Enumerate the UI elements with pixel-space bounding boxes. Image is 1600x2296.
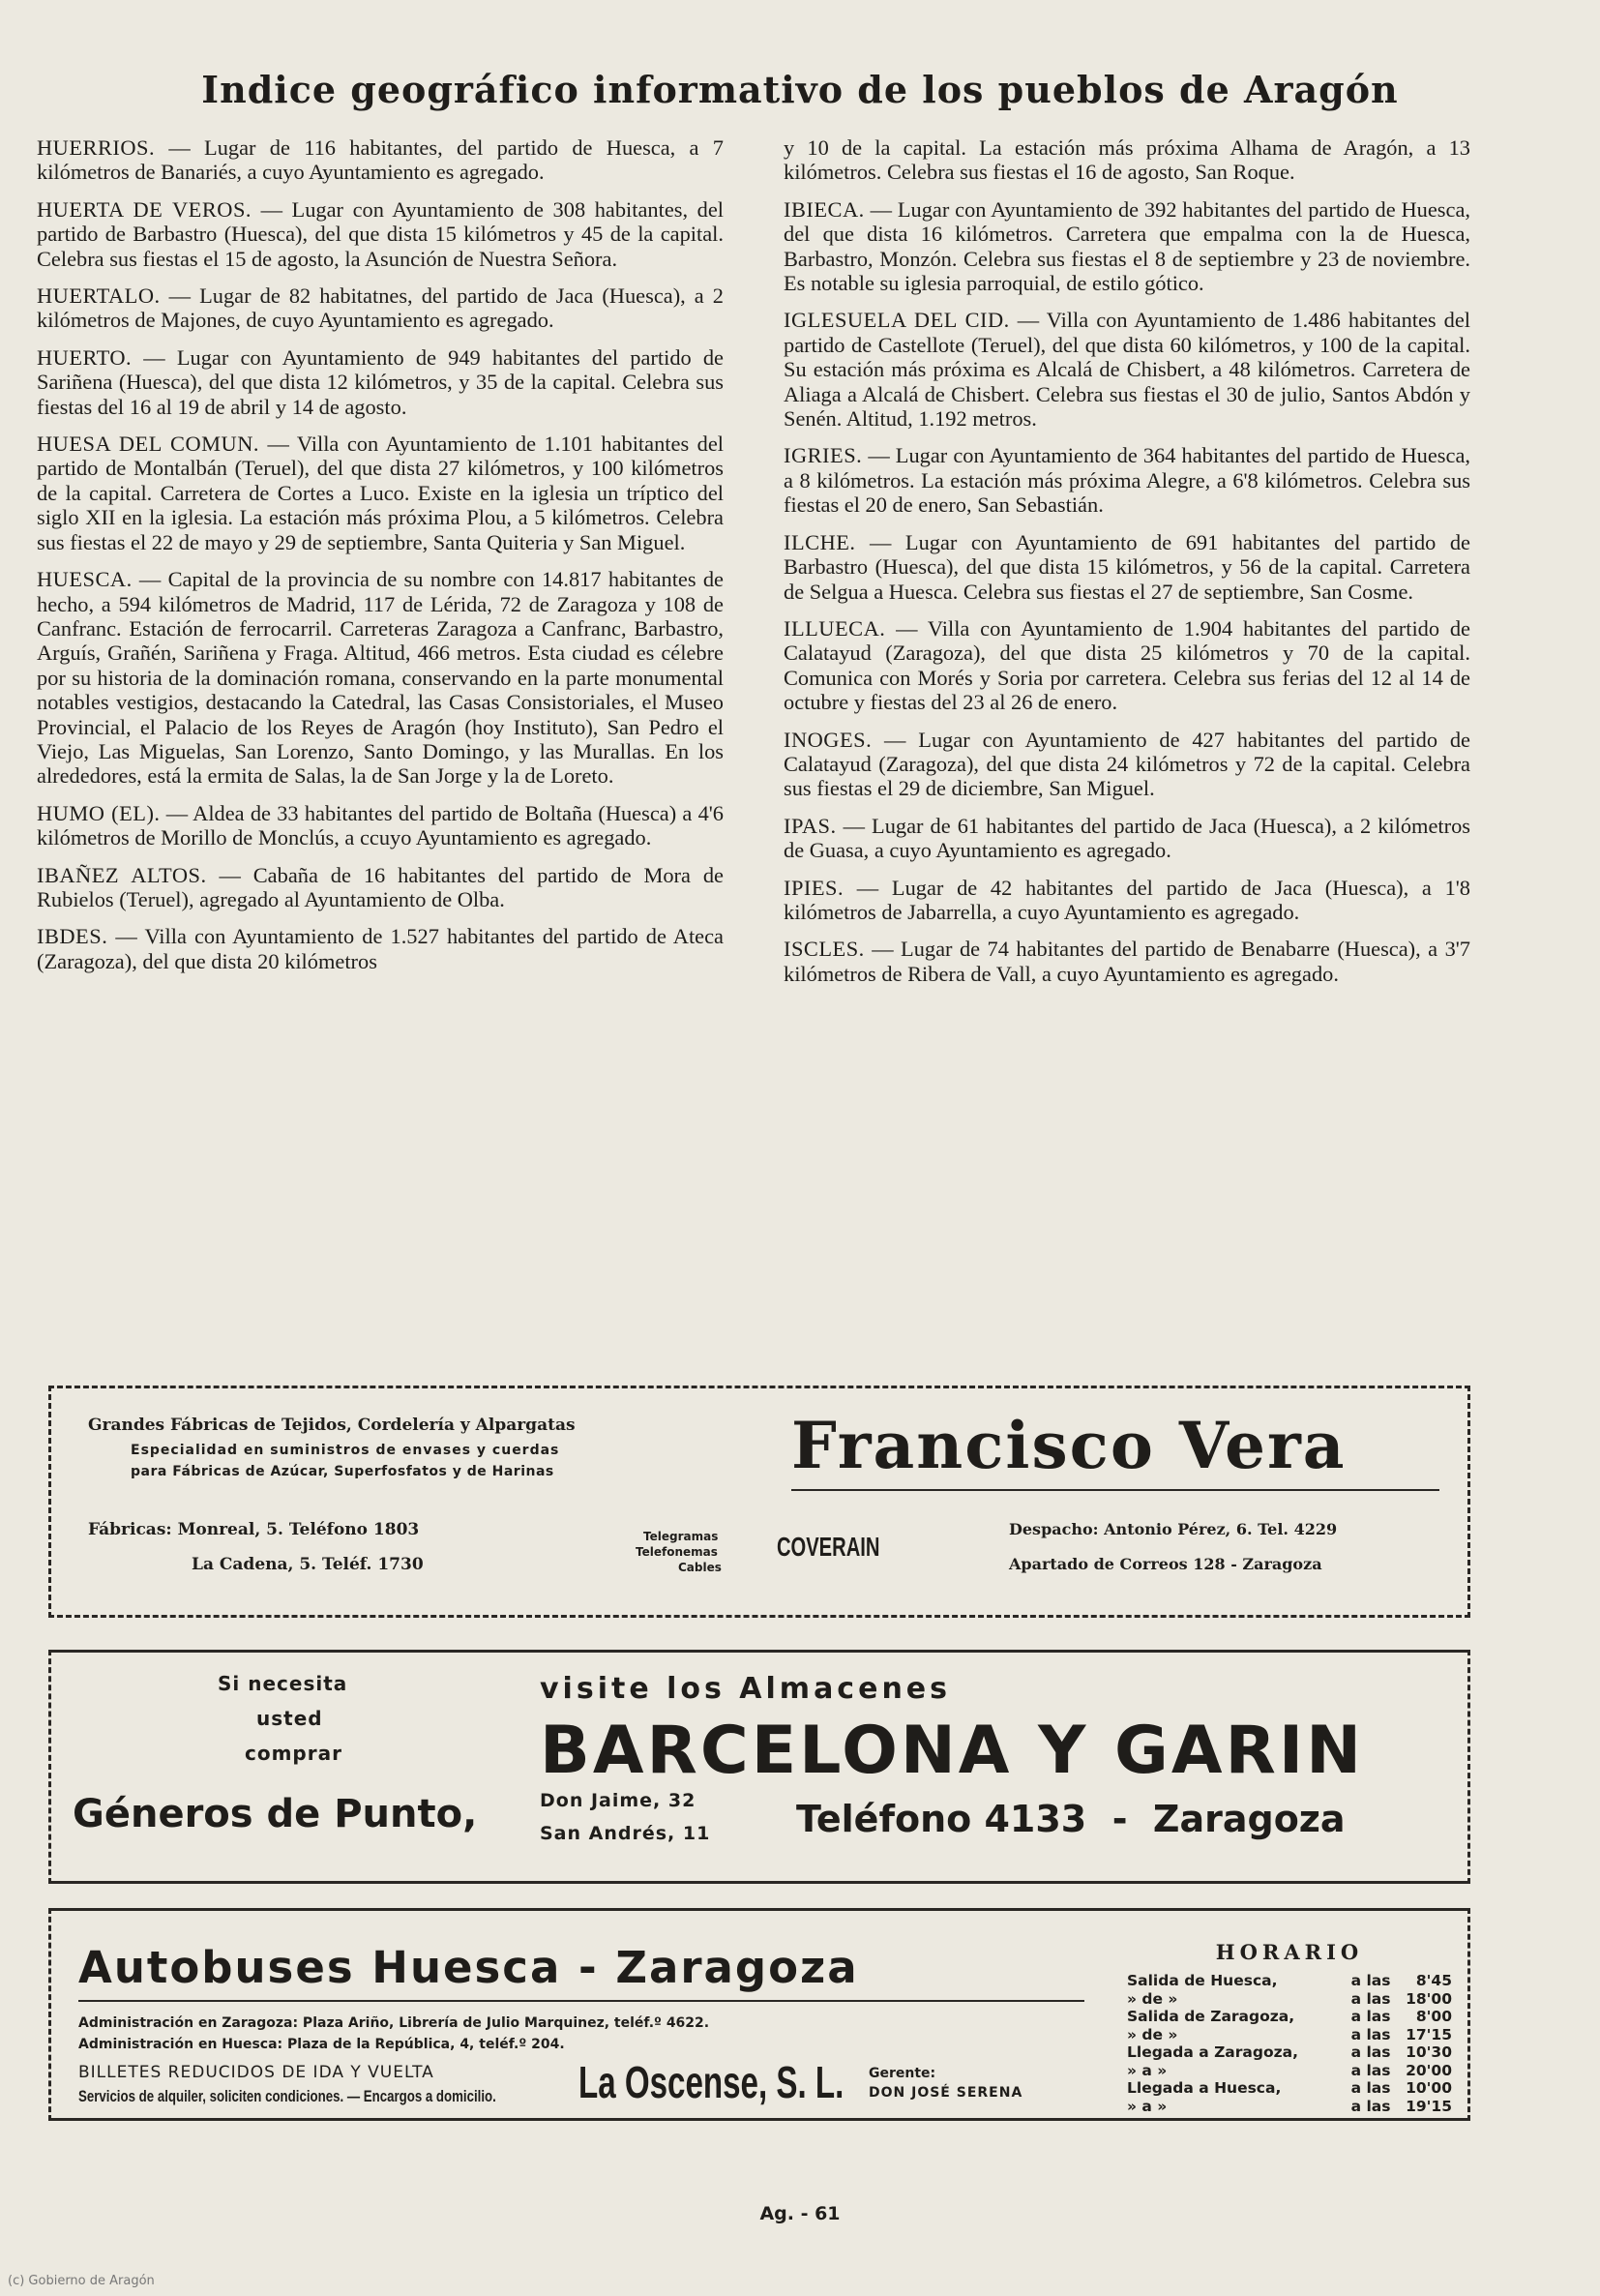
schedule-cell: a las: [1350, 2061, 1391, 2079]
ad-bus-company: La Oscense, S. L.: [578, 2057, 844, 2107]
ad-vera-tele2: Telefonemas: [636, 1545, 718, 1559]
schedule-cell: Salida de Huesca,: [1127, 1972, 1278, 1989]
entry-name: HUERTA DE VEROS.: [37, 196, 252, 222]
schedule-row: [1125, 1990, 1454, 2009]
ad-bus-gerente-label: Gerente:: [869, 2066, 936, 2081]
schedule-cell: 17'15: [1406, 2025, 1452, 2043]
ad-vera-underline: [791, 1489, 1439, 1491]
ad-vera-line1: Grandes Fábricas de Tejidos, Cordelería y Alpargatas: [88, 1416, 576, 1435]
entry-text: — Lugar de 42 habitantes del partido de Jaca (Huesca), a 1'8 kilómetros de Jabarrella, a cuyo Ayuntamiento es agregado.: [784, 875, 1470, 924]
schedule-cell: 8'00: [1415, 2008, 1452, 2025]
entry-text: y 10 de la capital. La estación más próxima Alhama de Aragón, a 13 kilómetros. Celebra sus fiestas el 16 de agosto, San Roque.: [784, 135, 1470, 185]
right-column: [784, 135, 1470, 999]
entry-name: HUESA DEL COMUN.: [37, 432, 259, 457]
ad-vera-apartado: Apartado de Correos 128 - Zaragoza: [1009, 1555, 1322, 1573]
ad-bg-phone: Teléfono 4133 - Zaragoza: [796, 1798, 1346, 1840]
schedule-cell: a las: [1350, 1989, 1391, 2008]
gazetteer-entry: [37, 197, 724, 271]
entry-text: — Villa con Ayuntamiento de 1.101 habitantes del partido de Montalbán (Teruel), del que dista 27 kilómetros, y 100 kilómetros de la capital. Carretera de Cortes a Luco. Existe en la iglesia un tríptico del siglo XII en la iglesia. La estación más próxima Plou, a 5 kilómetros. Celebra sus fiestas el 22 de mayo y 29 de septiembre, Santa Quiteria y San Miguel.: [37, 432, 724, 554]
schedule-cell: 19'15: [1406, 2097, 1452, 2115]
ad-bus-admin2: Administración en Huesca: Plaza de la República, 4, teléf.º 204.: [78, 2037, 565, 2052]
gazetteer-entry: [37, 283, 724, 333]
gazetteer-entry: [784, 937, 1470, 986]
ad-bg-addr1: Don Jaime, 32: [540, 1790, 696, 1811]
ad-vera-code: COVERAIN: [777, 1532, 880, 1562]
entry-name: ILCHE.: [784, 529, 856, 554]
schedule-cell: a las: [1350, 2025, 1391, 2043]
ad-vera-despacho: Despacho: Antonio Pérez, 6. Tel. 4229: [1009, 1520, 1338, 1538]
schedule-cell: » a »: [1127, 2061, 1168, 2079]
entry-name: IBDES.: [37, 924, 108, 949]
ad-vera-tele1: Telegramas: [643, 1530, 719, 1543]
entry-name: IBIECA.: [784, 196, 865, 222]
ad-barcelona-garin: [48, 1650, 1470, 1884]
ad-bus-rule: [78, 2000, 1084, 2002]
schedule-cell: » de »: [1127, 2025, 1178, 2043]
entry-name: IPAS.: [784, 813, 837, 838]
ad-bus-title: Autobuses Huesca - Zaragoza: [78, 1942, 859, 1993]
entry-name: INOGES.: [784, 727, 873, 752]
ad-bus-servicios: Servicios de alquiler, soliciten condiciones. — Encargos a domicilio.: [78, 2087, 496, 2105]
schedule-cell: a las: [1350, 2043, 1391, 2061]
gazetteer-entry: [784, 728, 1470, 801]
entry-text: — Villa con Ayuntamiento de 1.527 habitantes del partido de Ateca (Zaragoza), del que dista 20 kilómetros: [37, 924, 724, 973]
ad-vera-name: Francisco Vera: [791, 1408, 1347, 1483]
ad-francisco-vera: [48, 1386, 1470, 1618]
ad-bg-visite: visite los Almacenes: [540, 1672, 951, 1706]
schedule-cell: a las: [1350, 1972, 1391, 1989]
entry-text: — Villa con Ayuntamiento de 1.904 habitantes del partido de Calatayud (Zaragoza), del que dista 25 kilómetros y 70 de la capital. Comunica con Morés y Soria por carretera. Celebra sus ferias del 12 al 14 de octubre y fiestas del 23 al 26 de enero.: [784, 615, 1470, 715]
schedule-cell: 10'00: [1406, 2079, 1452, 2097]
schedule-cell: a las: [1350, 2097, 1391, 2115]
gazetteer-entry: [784, 616, 1470, 715]
schedule-cell: a las: [1350, 2079, 1391, 2097]
schedule-row: [1125, 2026, 1454, 2044]
gazetteer-entry: [784, 197, 1470, 296]
schedule-row: [1125, 2043, 1454, 2062]
ad-vera-fab2: La Cadena, 5. Teléf. 1730: [192, 1555, 424, 1574]
schedule-cell: Salida de Zaragoza,: [1127, 2008, 1295, 2025]
gazetteer-entry: [37, 863, 724, 912]
schedule: [1125, 1940, 1454, 2115]
schedule-cell: Llegada a Zaragoza,: [1127, 2043, 1298, 2061]
entry-text: — Lugar de 116 habitantes, del partido de Huesca, a 7 kilómetros de Banariés, a cuyo Ayuntamiento es agregado.: [37, 135, 724, 185]
schedule-cell: » a »: [1127, 2097, 1168, 2115]
schedule-row: [1125, 2098, 1454, 2116]
gazetteer-entry: [784, 876, 1470, 925]
left-column: [37, 135, 724, 986]
entry-text: — Villa con Ayuntamiento de 1.486 habitantes del partido de Castellote (Teruel), del que dista 60 kilómetros, y 100 de la capital. Su estación más próxima es Alcalá de Chisbert, a 48 kilómetros. Carretera de Aliaga a Alcalá de Chisbert. Celebra sus fiestas el 30 de julio, Santos Abdón y Senén. Altitud, 1.192 metros.: [784, 308, 1471, 432]
gazetteer-entry: [784, 308, 1470, 431]
ad-bg-addr2: San Andrés, 11: [540, 1823, 711, 1844]
entry-text: — Aldea de 33 habitantes del partido de Boltaña (Huesca) a 4'6 kilómetros de Morillo de Monclús, a ccuyo Ayuntamiento es agregado.: [37, 800, 724, 850]
gazetteer-entry: [784, 530, 1470, 604]
gazetteer-entry: [37, 432, 724, 554]
schedule-row: [1125, 1972, 1454, 1990]
entry-text: — Capital de la provincia de su nombre con 14.817 habitantes de hecho, a 594 kilómetros de Madrid, 117 de Lérida, 72 de Zaragoza y 108 de Canfranc. Estación de ferrocarril. Carreteras Zaragoza a Canfranc, Barbastro, Arguís, Grañén, Sariñena y Fraga. Altitud, 466 metros. Esta ciudad es célebre por su historia de la dominación romana, conservando en la parte monumental notables vestigios, destacando la Catedral, las Casas Consistoriales, el Museo Provincial, el Palacio de los Reyes de Aragón (hoy Instituto), San Pedro el Viejo, Las Miguelas, San Lorenzo, Santo Domingo, y las Murallas. En los alrededores, está la ermita de Salas, la de San Jorge y la de Loreto.: [37, 567, 724, 789]
gazetteer-entry: [784, 443, 1470, 517]
entry-name: IGLESUELA DEL CID.: [784, 308, 1010, 333]
entry-text: — Cabaña de 16 habitantes del partido de Mora de Rubielos (Teruel), agregado al Ayuntamiento de Olba.: [37, 862, 724, 911]
schedule-row: [1125, 2008, 1454, 2026]
schedule-title: HORARIO: [1215, 1940, 1364, 1964]
schedule-cell: 20'00: [1406, 2061, 1452, 2079]
gazetteer-entry: [37, 801, 724, 850]
entry-text: — Lugar con Ayuntamiento de 949 habitantes del partido de Sariñena (Huesca), del que dista 12 kilómetros, y 35 de la capital. Celebra sus fiestas del 16 al 19 de abril y 14 de agosto.: [37, 344, 724, 419]
ad-autobuses: [48, 1908, 1470, 2121]
entry-name: ILLUECA.: [784, 615, 886, 641]
ad-bg-generos: Géneros de Punto,: [73, 1792, 478, 1836]
entry-text: — Lugar de 74 habitantes del partido de Benabarre (Huesca), a 3'7 kilómetros de Ribera de Vall, a cuyo Ayuntamiento es agregado.: [784, 937, 1470, 986]
schedule-cell: a las: [1350, 2008, 1391, 2025]
entry-text: — Lugar con Ayuntamiento de 392 habitantes del partido de Huesca, del que dista 16 kilómetros. Carretera que empalma con la de Huesca, Barbastro, Monzón. Celebra sus fiestas el 8 de septiembre y 23 de noviembre. Es notable su iglesia parroquial, de estilo gótico.: [784, 196, 1470, 296]
entry-name: IPIES.: [784, 875, 844, 900]
entry-name: HUERTALO.: [37, 283, 161, 309]
entry-name: IBAÑEZ ALTOS.: [37, 862, 207, 887]
schedule-cell: 10'30: [1406, 2043, 1452, 2061]
copyright: (c) Gobierno de Aragón: [8, 2274, 155, 2288]
ad-bg-name: BARCELONA Y GARIN: [540, 1713, 1365, 1789]
schedule-table: [1125, 1972, 1454, 2115]
entry-name: HUMO (EL).: [37, 800, 161, 825]
ad-vera-fab1: Fábricas: Monreal, 5. Teléfono 1803: [88, 1520, 420, 1539]
gazetteer-entry: [784, 135, 1470, 185]
schedule-row: [1125, 2062, 1454, 2080]
schedule-row: [1125, 2079, 1454, 2098]
ad-bus-gerente: DON JOSÉ SERENA: [869, 2085, 1023, 2101]
entry-name: ISCLES.: [784, 937, 865, 962]
gazetteer-entry: [37, 345, 724, 419]
gazetteer-entry: [37, 567, 724, 789]
ad-vera-line2: Especialidad en suministros de envases y cuerdas: [131, 1443, 560, 1458]
entry-text: — Lugar con Ayuntamiento de 308 habitantes, del partido de Barbastro (Huesca), del que dista 15 kilómetros y 45 de la capital. Celebra sus fiestas el 15 de agosto, la Asunción de Nuestra Señora.: [37, 196, 725, 271]
gazetteer-entry: [37, 924, 724, 973]
ad-bg-si2: usted: [256, 1707, 323, 1730]
entry-name: HUERTO.: [37, 344, 133, 370]
ad-bg-si1: Si necesita: [218, 1672, 348, 1695]
ad-bus-billetes: BILLETES REDUCIDOS DE IDA Y VUELTA: [78, 2063, 434, 2082]
entry-text: — Lugar de 61 habitantes del partido de Jaca (Huesca), a 2 kilómetros de Guasa, a cuyo Ayuntamiento es agregado.: [784, 813, 1470, 863]
ad-vera-line3: para Fábricas de Azúcar, Superfosfatos y de Harinas: [131, 1464, 554, 1479]
schedule-cell: 18'00: [1406, 1989, 1452, 2008]
entry-text: — Lugar con Ayuntamiento de 364 habitantes del partido de Huesca, a 8 kilómetros. La estación más próxima Alegre, a 6'8 kilómetros. Celebra sus fiestas el 20 de enero, San Sebastián.: [784, 443, 1470, 518]
entry-name: HUESCA.: [37, 567, 133, 592]
ad-bg-si3: comprar: [245, 1742, 342, 1765]
ad-bus-admin1: Administración en Zaragoza: Plaza Ariño, Librería de Julio Marquinez, teléf.º 4622.: [78, 2015, 710, 2031]
page-number: Ag. - 61: [759, 2203, 841, 2224]
schedule-cell: » de »: [1127, 1989, 1178, 2008]
entry-name: HUERRIOS.: [37, 135, 156, 160]
schedule-cell: 8'45: [1415, 1972, 1452, 1989]
schedule-cell: Llegada a Huesca,: [1127, 2079, 1282, 2097]
entry-text: — Lugar con Ayuntamiento de 427 habitantes del partido de Calatayud (Zaragoza), del que dista 24 kilómetros y 72 de la capital. Celebra sus fiestas el 29 de diciembre, San Miguel.: [784, 727, 1470, 801]
entry-text: — Lugar de 82 habitatnes, del partido de Jaca (Huesca), a 2 kilómetros de Majones, de cuyo Ayuntamiento es agregado.: [37, 283, 724, 333]
entry-name: IGRIES.: [784, 443, 863, 468]
gazetteer-entry: [784, 814, 1470, 863]
page-title: Indice geográfico informativo de los pueblos de Aragón: [201, 68, 1399, 111]
gazetteer-entry: [37, 135, 724, 185]
entry-text: — Lugar con Ayuntamiento de 691 habitantes del partido de Barbastro (Huesca), del que dista 15 kilómetros, y 56 de la capital. Carretera de Selgua a Huesca. Celebra sus fiestas el 27 de septiembre, San Cosme.: [784, 529, 1470, 604]
ad-vera-tele3: Cables: [678, 1561, 722, 1574]
